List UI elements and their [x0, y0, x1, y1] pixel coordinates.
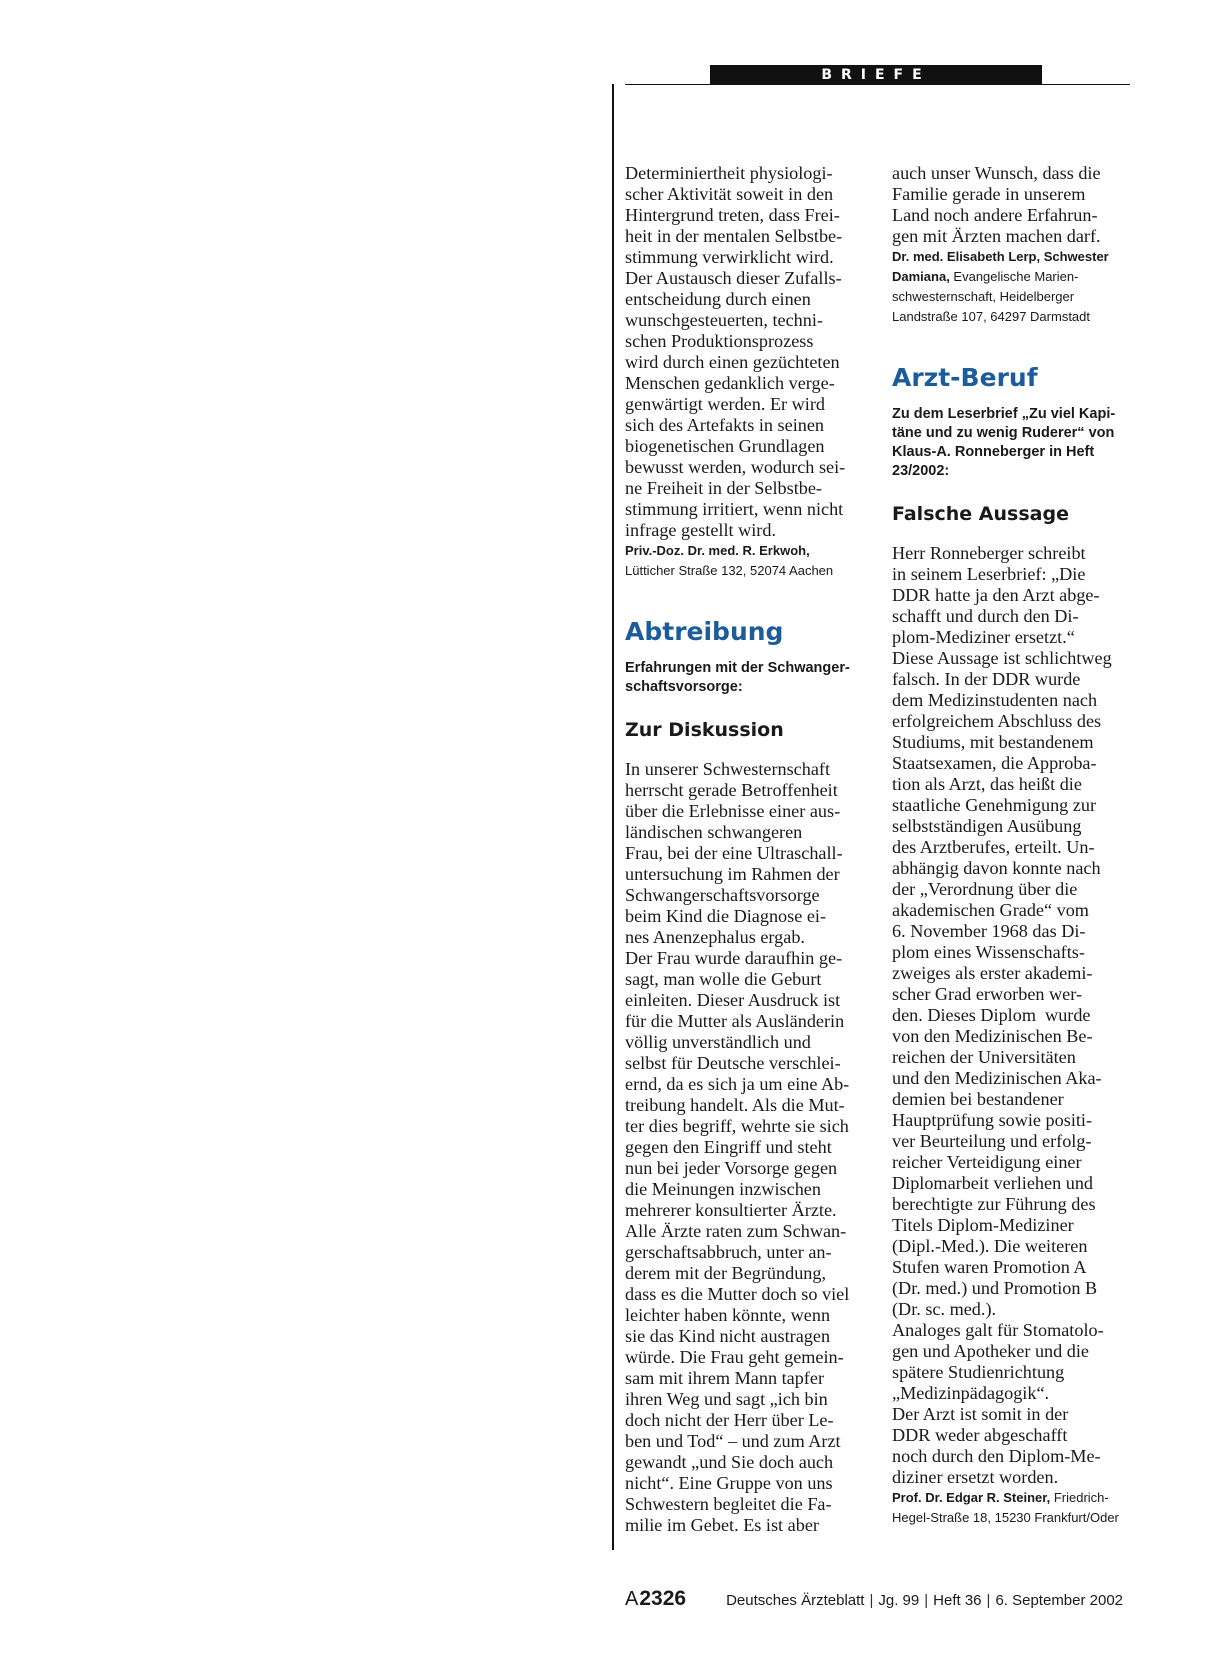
text-line: (Dipl.-Med.). Die weiteren: [892, 1236, 1088, 1256]
text-line: ne Freiheit in der Selbstbe-: [625, 478, 822, 498]
text-line: sich des Artefakts in seinen: [625, 415, 825, 435]
text-line: heit in der mentalen Selbstbe-: [625, 226, 843, 246]
text-line: plom eines Wissenschafts-: [892, 942, 1085, 962]
signature-steiner: [892, 1488, 1132, 1528]
text-line: mehrerer konsultierter Ärzte.: [625, 1200, 837, 1220]
text-line: scher Aktivität soweit in den: [625, 184, 834, 204]
text-line: tion als Arzt, das heißt die: [892, 774, 1082, 794]
text-line: einleiten. Dieser Ausdruck ist: [625, 990, 841, 1010]
text-line: stimmung irritiert, wenn nicht: [625, 499, 844, 519]
text-line: bewusst werden, wodurch sei-: [625, 457, 846, 477]
text-line: Der Arzt ist somit in der: [892, 1404, 1069, 1424]
text-line: ter dies begriff, wehrte sie sich: [625, 1116, 849, 1136]
text-line: sagt, man wolle die Geburt: [625, 969, 822, 989]
signature-address: Lütticher Straße 132, 52074 Aachen: [625, 563, 834, 578]
text-line: Menschen gedanklich verge-: [625, 373, 835, 393]
text-line: Schwangerschaftsvorsorge: [625, 885, 820, 905]
text-line: nes Anenzephalus ergab.: [625, 927, 805, 947]
text-line: noch durch den Diplom-Me-: [892, 1446, 1101, 1466]
text-line: reicher Verteidigung einer: [892, 1152, 1082, 1172]
text-line: Familie gerade in unserem: [892, 184, 1086, 204]
letter-diskussion-body: [625, 759, 865, 1536]
text-line: dass es die Mutter doch so viel: [625, 1284, 850, 1304]
signature-name: Dr. med. Elisabeth Lerp, Schwester: [892, 249, 1109, 264]
letter-aussage-body: [892, 543, 1132, 1488]
text-line: Determiniertheit physiologi-: [625, 163, 833, 183]
text-line: Diese Aussage ist schlichtweg: [892, 648, 1112, 668]
text-line: wird durch einen gezüchteten: [625, 352, 840, 372]
text-line: gerschaftsabbruch, unter an-: [625, 1242, 832, 1262]
column-right: [892, 163, 1132, 1528]
text-line: völlig unverständlich und: [625, 1032, 811, 1052]
text-line: abhängig davon konnte nach: [892, 858, 1101, 878]
signature-affiliation: Evangelische Marien-: [949, 269, 1079, 284]
text-line: nicht“. Eine Gruppe von uns: [625, 1473, 833, 1493]
text-line: beim Kind die Diagnose ei-: [625, 906, 827, 926]
header-rule: [625, 84, 1130, 85]
text-line: Land noch andere Erfahrun-: [892, 205, 1098, 225]
issue: Heft 36: [933, 1592, 982, 1609]
text-line: staatliche Genehmigung zur: [892, 795, 1097, 815]
text-line: (Dr. med.) und Promotion B: [892, 1278, 1098, 1298]
text-line: Frau, bei der eine Ultraschall-: [625, 843, 843, 863]
text-line: reichen der Universitäten: [892, 1047, 1076, 1067]
text-line: für die Mutter als Ausländerin: [625, 1011, 845, 1031]
text-line: von den Medizinischen Be-: [892, 1026, 1093, 1046]
letter-intro: [625, 659, 865, 697]
text-line: schaftsvorsorge:: [625, 679, 743, 695]
page-number: A2326: [625, 1587, 687, 1610]
text-line: Hauptprüfung sowie positi-: [892, 1110, 1093, 1130]
text-line: treibung handelt. Als die Mut-: [625, 1095, 845, 1115]
text-line: (Dr. sc. med.).: [892, 1299, 997, 1319]
text-line: der „Verordnung über die: [892, 879, 1078, 899]
text-line: gen mit Ärzten machen darf.: [892, 226, 1101, 246]
text-line: berechtigte zur Führung des: [892, 1194, 1096, 1214]
text-line: Schwestern begleitet die Fa-: [625, 1494, 832, 1514]
separator: |: [986, 1592, 991, 1609]
text-line: demien bei bestandener: [892, 1089, 1064, 1109]
journal-name: Deutsches Ärzteblatt: [726, 1592, 865, 1609]
text-line: akademischen Grade“ vom: [892, 900, 1089, 920]
separator: |: [869, 1592, 874, 1609]
text-line: wunschgesteuerten, techni-: [625, 310, 823, 330]
text-line: ver Beurteilung und erfolg-: [892, 1131, 1092, 1151]
text-line: DDR hatte ja den Arzt abge-: [892, 585, 1100, 605]
text-line: und den Medizinischen Aka-: [892, 1068, 1102, 1088]
signature-lerp: [892, 247, 1132, 327]
text-line: würde. Die Frau geht gemein-: [625, 1347, 844, 1367]
text-line: selbst für Deutsche verschlei-: [625, 1053, 841, 1073]
column-rule: [612, 84, 614, 1550]
text-line: Der Frau wurde daraufhin ge-: [625, 948, 843, 968]
text-line: 6. November 1968 das Di-: [892, 921, 1086, 941]
signature-address-continued: Hegel-Straße 18, 15230 Frankfurt/Oder: [892, 1510, 1119, 1525]
text-line: gewandt „und Sie doch auch: [625, 1452, 834, 1472]
text-line: in seinem Leserbrief: „Die: [892, 564, 1086, 584]
text-line: sie das Kind nicht austragen: [625, 1326, 831, 1346]
issue-date: 6. September 2002: [995, 1592, 1124, 1609]
text-line: Analoges galt für Stomatolo-: [892, 1320, 1104, 1340]
text-line: täne und zu wenig Ruderer“ von: [892, 425, 1115, 441]
page-footer: [625, 1587, 1130, 1613]
text-line: auch unser Wunsch, dass die: [892, 163, 1101, 183]
text-line: DDR weder abgeschafft: [892, 1425, 1068, 1445]
signature-address: Friedrich-: [1050, 1490, 1109, 1505]
text-line: herrscht gerade Betroffenheit: [625, 780, 838, 800]
text-line: Diplomarbeit verliehen und: [892, 1173, 1094, 1193]
text-line: gen und Apotheker und die: [892, 1341, 1089, 1361]
text-line: untersuchung im Rahmen der: [625, 864, 840, 884]
text-line: über die Erlebnisse einer aus-: [625, 801, 841, 821]
letter-lerp-body: [892, 163, 1132, 247]
text-line: doch nicht der Herr über Le-: [625, 1410, 834, 1430]
text-line: Erfahrungen mit der Schwanger-: [625, 660, 850, 676]
text-line: erfolgreichem Abschluss des: [892, 711, 1102, 731]
text-line: stimmung verwirklicht wird.: [625, 247, 834, 267]
text-line: gegen den Eingriff und steht: [625, 1137, 832, 1157]
signature-name: Priv.-Doz. Dr. med. R. Erkwoh,: [625, 543, 810, 558]
text-line: infrage gestellt wird.: [625, 520, 777, 540]
text-line: genwärtigt werden. Er wird: [625, 394, 825, 414]
letter-intro: [892, 405, 1132, 481]
text-line: diziner ersetzt worden.: [892, 1467, 1059, 1487]
signature-address: Landstraße 107, 64297 Darmstadt: [892, 309, 1091, 324]
text-line: falsch. In der DDR wurde: [892, 669, 1081, 689]
text-line: „Medizinpädagogik“.: [892, 1383, 1050, 1403]
text-line: Herr Ronneberger schreibt: [892, 543, 1086, 563]
text-line: schen Produktionsprozess: [625, 331, 814, 351]
text-line: ben und Tod“ – und zum Arzt: [625, 1431, 841, 1451]
signature-name: Prof. Dr. Edgar R. Steiner,: [892, 1490, 1051, 1505]
text-line: Der Austausch dieser Zufalls-: [625, 268, 842, 288]
text-line: ihren Weg und sagt „ich bin: [625, 1389, 828, 1409]
text-line: dem Medizinstudenten nach: [892, 690, 1098, 710]
text-line: Titels Diplom-Mediziner: [892, 1215, 1074, 1235]
text-line: Studiums, mit bestandenem: [892, 732, 1094, 752]
text-line: leichter haben könnte, wenn: [625, 1305, 831, 1325]
text-line: derem mit der Begründung,: [625, 1263, 827, 1283]
text-line: zweiges als erster akademi-: [892, 963, 1093, 983]
text-line: des Arztberufes, erteilt. Un-: [892, 837, 1095, 857]
text-line: 23/2002:: [892, 463, 950, 479]
text-line: entscheidung durch einen: [625, 289, 811, 309]
section-title-arzt-beruf: Arzt-Beruf: [892, 363, 1038, 392]
signature-affiliation-continued: schwesternschaft, Heidelberger: [892, 289, 1075, 304]
text-line: ernd, da es sich ja um eine Ab-: [625, 1074, 850, 1094]
text-line: Stufen waren Promotion A: [892, 1257, 1087, 1277]
text-line: selbstständigen Ausübung: [892, 816, 1082, 836]
letter-erkwoh-body: [625, 163, 865, 541]
text-line: plom-Mediziner ersetzt.“: [892, 627, 1075, 647]
text-line: Klaus-A. Ronneberger in Heft: [892, 444, 1095, 460]
volume: Jg. 99: [878, 1592, 920, 1609]
text-line: biogenetischen Grundlagen: [625, 436, 825, 456]
text-line: Zu dem Leserbrief „Zu viel Kapi-: [892, 406, 1116, 422]
text-line: schafft und durch den Di-: [892, 606, 1079, 626]
signature-erkwoh: [625, 541, 865, 581]
text-line: Hintergrund treten, dass Frei-: [625, 205, 840, 225]
signature-name-continued: Damiana,: [892, 269, 950, 284]
section-title-abtreibung: Abtreibung: [625, 617, 784, 646]
text-line: scher Grad erworben wer-: [892, 984, 1083, 1004]
separator: |: [924, 1592, 929, 1609]
text-line: die Meinungen inzwischen: [625, 1179, 821, 1199]
text-line: spätere Studienrichtung: [892, 1362, 1065, 1382]
column-left: [625, 163, 865, 1536]
text-line: Alle Ärzte raten zum Schwan-: [625, 1221, 847, 1241]
text-line: In unserer Schwesternschaft: [625, 759, 831, 779]
text-line: Staatsexamen, die Approba-: [892, 753, 1097, 773]
text-line: sam mit ihrem Mann tapfer: [625, 1368, 824, 1388]
text-line: ländischen schwangeren: [625, 822, 803, 842]
section-header: BRIEFE: [710, 65, 1042, 85]
text-line: nun bei jeder Vorsorge gegen: [625, 1158, 838, 1178]
letter-headline: Zur Diskussion: [625, 719, 784, 741]
text-line: milie im Gebet. Es ist aber: [625, 1515, 819, 1535]
text-line: den. Dieses Diplom wurde: [892, 1005, 1091, 1025]
letter-headline: Falsche Aussage: [892, 503, 1069, 525]
